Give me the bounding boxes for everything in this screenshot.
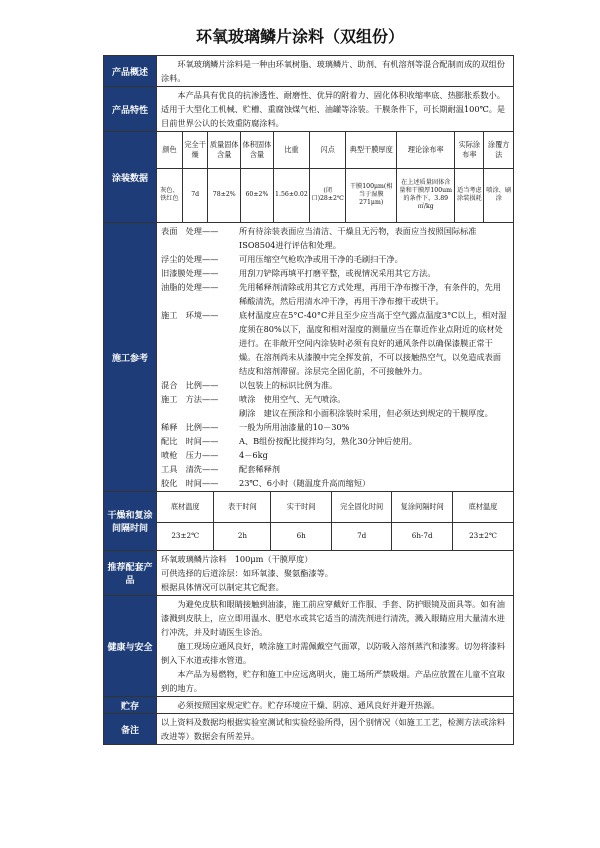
notes-label: 备注 bbox=[104, 714, 157, 745]
construction-item bbox=[161, 462, 509, 476]
health-row bbox=[104, 596, 514, 697]
recommended-label: 推荐配套产品 bbox=[104, 551, 157, 596]
construction-key: 工具 清洗—— bbox=[161, 464, 219, 474]
coating-header-gravity: 比重 bbox=[273, 132, 309, 168]
drying-header-recoat: 复涂间隔时间 bbox=[392, 492, 453, 522]
coating-header-volume-solids: 体积固体含量 bbox=[241, 132, 274, 168]
drying-table bbox=[157, 492, 513, 550]
drying-value-hard-dry: 6h bbox=[271, 522, 332, 550]
drying-header-substrate-temp: 底材温度 bbox=[157, 492, 214, 522]
construction-content bbox=[157, 223, 514, 492]
health-paragraph: 为避免皮肤和眼睛接触到油漆，施工前应穿戴好工作服、手套、防护眼镜及面具等。如有油漆溅到皮肤上，应立即用温水、肥皂水或其它适当的清洗剂进行清洗，溅入眼睛应用大量清水进行冲洗，并及时请医生诊治。 bbox=[161, 599, 505, 637]
coating-header-actual-rate: 实际涂布率 bbox=[455, 132, 484, 168]
drying-value-substrate-temp-2: 23±2℃ bbox=[452, 522, 513, 550]
health-label: 健康与安全 bbox=[104, 596, 157, 697]
construction-key: 喷枪 压力—— bbox=[161, 450, 219, 460]
construction-text: 以包装上的标识比例为准。 bbox=[239, 380, 338, 390]
health-paragraph: 本产品为易燃物，贮存和施工中应远离明火，施工场所严禁吸烟。产品应放置在儿童不宜取到的地方。 bbox=[161, 669, 505, 693]
features-row bbox=[104, 87, 514, 132]
construction-text: A、B组份按配比搅拌均匀，熟化30分钟后使用。 bbox=[239, 436, 417, 446]
construction-text: 可用压缩空气枪吹净或用干净的毛刷扫干净。 bbox=[239, 254, 403, 264]
construction-item bbox=[161, 224, 509, 252]
construction-item bbox=[161, 448, 509, 462]
construction-text: 4－6kg bbox=[239, 450, 268, 460]
coating-header-theory-rate: 理论涂布率 bbox=[397, 132, 455, 168]
construction-text: 23℃、6小时（随温度升高而缩短） bbox=[239, 478, 371, 488]
coating-value-thickness: 干膜100μm(相当于湿膜271μm) bbox=[346, 168, 397, 222]
storage-row bbox=[104, 697, 514, 714]
construction-label: 施工参考 bbox=[104, 223, 157, 492]
overview-content bbox=[157, 56, 514, 87]
construction-item bbox=[161, 392, 509, 406]
drying-header-row bbox=[157, 492, 513, 522]
drying-header-hard-dry: 实干时间 bbox=[271, 492, 332, 522]
coating-value-mass-solids: 78±2% bbox=[208, 168, 241, 222]
construction-key: 浮尘的处理—— bbox=[161, 254, 219, 264]
drying-row bbox=[104, 492, 514, 551]
coating-header-flash: 闪点 bbox=[310, 132, 346, 168]
storage-text: 必须按照国家规定贮存。贮存环境应干燥、阴凉、通风良好并避开热源。 bbox=[177, 700, 440, 710]
coating-value-volume-solids: 60±2% bbox=[241, 168, 274, 222]
construction-item bbox=[161, 308, 509, 378]
coating-table bbox=[157, 132, 513, 222]
health-paragraph: 施工现场应通风良好，喷涂施工时需佩戴空气面罩，以防吸入溶剂蒸汽和漆雾。切勿将漆料倒入下水道或排水管道。 bbox=[161, 641, 505, 665]
construction-key: 胶化 时间—— bbox=[161, 478, 219, 488]
notes-row bbox=[104, 714, 514, 745]
construction-text: 所有待涂装表面应当清洁、干燥且无污物，表面应当按照国际标准 ISO8504进行评估和处理。 bbox=[239, 226, 477, 250]
recommended-line: 可供选择的后道涂层：如环氧漆、聚氨酯漆等。 bbox=[161, 568, 333, 578]
construction-row bbox=[104, 223, 514, 492]
drying-header-substrate-temp-2: 底材温度 bbox=[452, 492, 513, 522]
coating-value-theory-rate: 在上述质量固体含量和干膜厚100um的条件下，3.89㎡/kg bbox=[397, 168, 455, 222]
construction-key: 配比 时间—— bbox=[161, 436, 219, 446]
datasheet-table bbox=[103, 55, 514, 745]
construction-text: 喷涂 使用空气、无气喷涂。 bbox=[239, 394, 346, 404]
page-title: 环氧玻璃鳞片涂料（双组份） bbox=[195, 27, 404, 46]
coating-value-actual-rate: 适当考虑涂装损耗 bbox=[455, 168, 484, 222]
construction-key: 油脂的处理—— bbox=[161, 282, 219, 292]
coating-row bbox=[104, 132, 514, 223]
construction-key: 稀释 比例—— bbox=[161, 422, 219, 432]
construction-item bbox=[161, 378, 509, 392]
coating-value-row bbox=[157, 168, 513, 222]
coating-header-dry: 完全干燥 bbox=[182, 132, 207, 168]
coating-header-thickness: 典型干膜厚度 bbox=[346, 132, 397, 168]
drying-value-row bbox=[157, 522, 513, 550]
coating-value-dry: 7d bbox=[182, 168, 207, 222]
construction-item bbox=[161, 280, 509, 308]
recommended-content bbox=[157, 551, 514, 596]
construction-text: 用刮刀铲除再填平打磨平整，或视情况采用其它方法。 bbox=[239, 268, 436, 278]
construction-key: 施工 环境—— bbox=[161, 310, 219, 320]
recommended-row bbox=[104, 551, 514, 596]
drying-content bbox=[157, 492, 514, 551]
features-text: 本产品具有优良的抗渗透性、耐磨性、优异的附着力、固化体积收缩率底、热膨胀系数小。适用于大型化工机械、贮槽、重腐蚀煤气柜、油罐等涂装。干膜条件下，可长期耐温100℃。是目前世界公认的长效重防腐涂料。 bbox=[161, 90, 506, 128]
construction-item bbox=[161, 434, 509, 448]
construction-text: 底材温度应在5°C-40°C并且至少应当高于空气露点温度3°C以上，相对湿度须在80%以下，温度和相对湿度的测量应当在靠近作业点附近的底材处进行。在非敞开空间内涂装时必须有良好的通风条件以确保漆膜正常干燥。在溶剂尚未从漆膜中完全挥发前，不可以接触热空气，以免造成表面结皮和溶剂滞留。涂层完全固化前，不可接触外力。 bbox=[239, 310, 507, 376]
construction-key: 旧漆膜处理—— bbox=[161, 268, 219, 278]
features-label: 产品特性 bbox=[104, 87, 157, 132]
recommended-line: 根据具体情况可以制定其它配套。 bbox=[161, 582, 284, 592]
notes-content bbox=[157, 714, 514, 745]
construction-key bbox=[161, 406, 239, 420]
coating-value-color: 灰色、铁红色 bbox=[157, 168, 182, 222]
coating-value-method: 喷涂、刷涂 bbox=[484, 168, 513, 222]
notes-text: 以上资料及数据均根据实验室测试和实验经验所得，因个别情况（如施工工艺，检测方法或涂料改进等）数据会有所差异。 bbox=[161, 717, 505, 741]
construction-key: 混合 比例—— bbox=[161, 380, 219, 390]
construction-item bbox=[161, 476, 509, 490]
drying-label: 干燥和复涂间隔时间 bbox=[104, 492, 157, 551]
coating-header-mass-solids: 质量固体含量 bbox=[208, 132, 241, 168]
overview-row bbox=[104, 56, 514, 87]
coating-content bbox=[157, 132, 514, 223]
construction-item bbox=[161, 266, 509, 280]
storage-content bbox=[157, 697, 514, 714]
storage-label: 贮存 bbox=[104, 697, 157, 714]
recommended-line: 环氧玻璃鳞片涂料 100μm（干膜厚度） bbox=[161, 554, 313, 564]
coating-label: 涂装数据 bbox=[104, 132, 157, 223]
coating-header-method: 涂覆方法 bbox=[484, 132, 513, 168]
drying-header-full-cure: 完全固化时间 bbox=[331, 492, 392, 522]
construction-text: 配套稀释剂 bbox=[239, 464, 280, 474]
drying-value-surface-dry: 2h bbox=[214, 522, 271, 550]
overview-text: 环氧玻璃鳞片涂料是一种由环氧树脂、玻璃鳞片、助剂、有机溶剂等混合配制而成的双组份涂料。 bbox=[161, 59, 505, 83]
construction-key: 施工 方法—— bbox=[161, 394, 219, 404]
construction-text: 刷涂 建议在预涂和小面积涂装时采用，但必须达到规定的干膜厚度。 bbox=[239, 408, 493, 418]
overview-label: 产品概述 bbox=[104, 56, 157, 87]
drying-value-substrate-temp: 23±2℃ bbox=[157, 522, 214, 550]
health-content bbox=[157, 596, 514, 697]
construction-text: 一般为所用油漆量的10－30% bbox=[239, 422, 350, 432]
features-content bbox=[157, 87, 514, 132]
construction-text: 先用稀释剂清除或用其它方式处理，再用干净布擦干净，有条件的，先用稀酸清洗，然后用清水冲干净，再用干净布擦干或烘干。 bbox=[239, 282, 502, 306]
coating-header-color: 颜色 bbox=[157, 132, 182, 168]
drying-value-recoat: 6h-7d bbox=[392, 522, 453, 550]
drying-header-surface-dry: 表干时间 bbox=[214, 492, 271, 522]
construction-item bbox=[161, 420, 509, 434]
coating-value-gravity: 1.56±0.02 bbox=[273, 168, 309, 222]
drying-value-full-cure: 7d bbox=[331, 522, 392, 550]
construction-item bbox=[161, 406, 509, 420]
construction-key: 表面 处理—— bbox=[161, 226, 219, 236]
construction-item bbox=[161, 252, 509, 266]
coating-value-flash: (闭口)28±2℃ bbox=[310, 168, 346, 222]
coating-header-row bbox=[157, 132, 513, 168]
